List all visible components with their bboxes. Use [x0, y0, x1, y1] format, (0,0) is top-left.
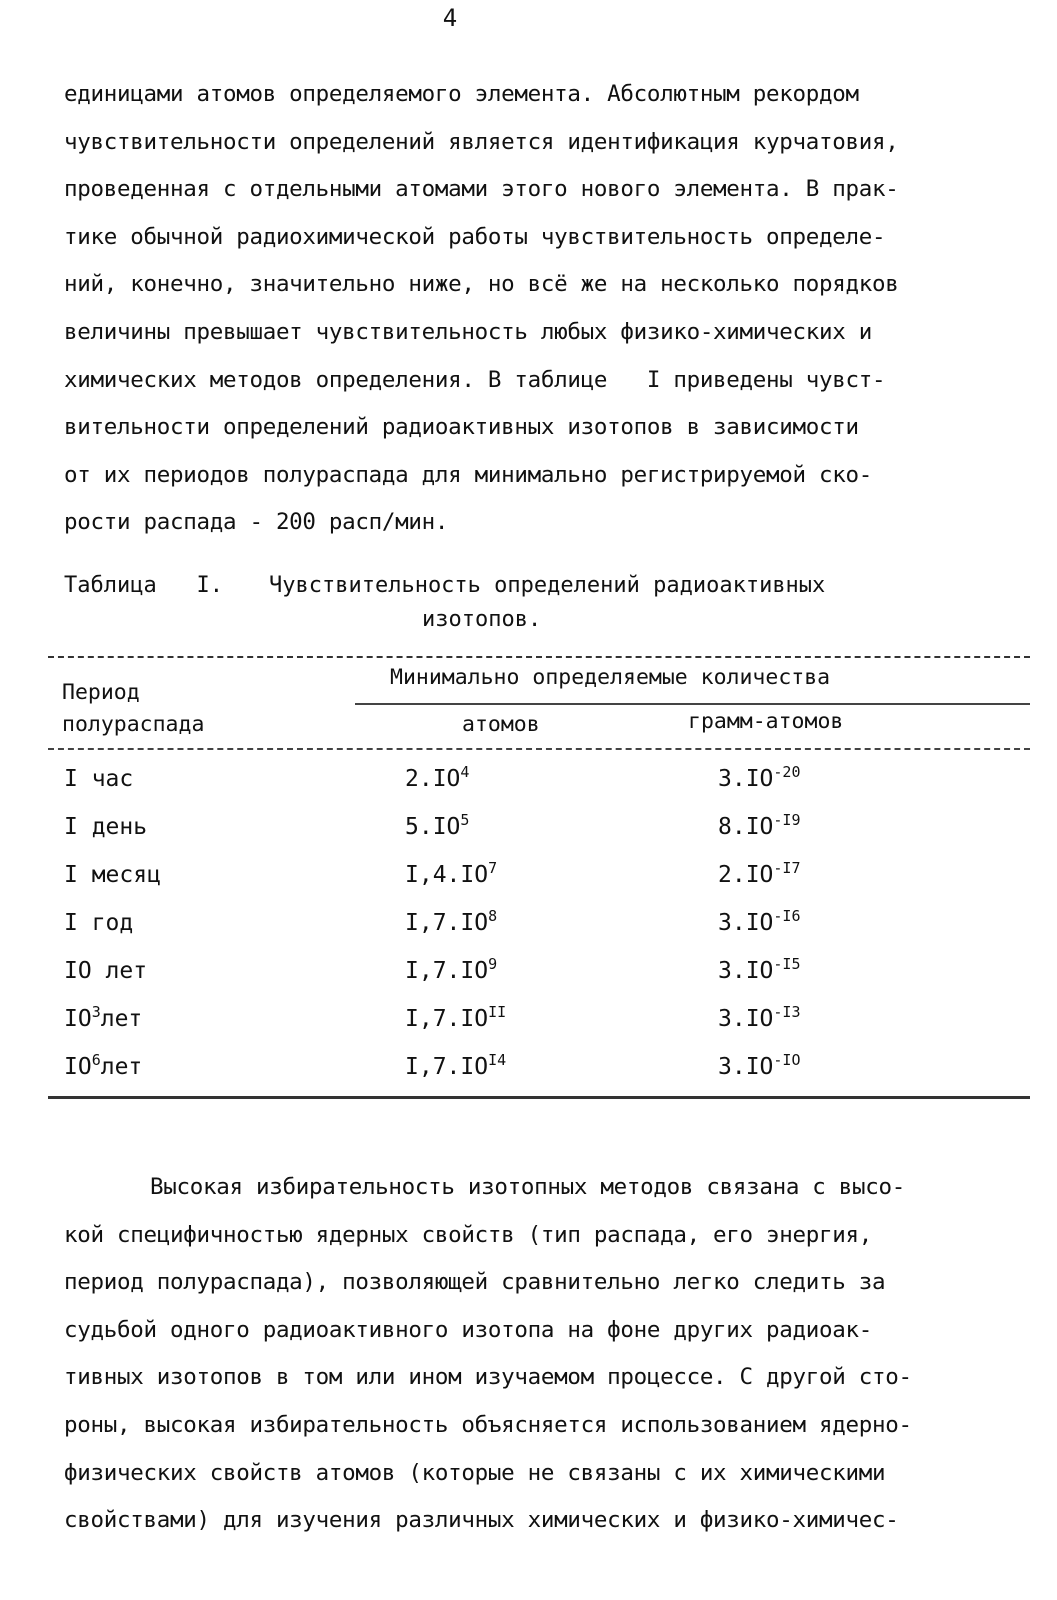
- period-value: IO: [64, 1006, 92, 1032]
- cell-atoms: [405, 1051, 507, 1080]
- atoms-mantissa: I,4.IO: [405, 862, 489, 888]
- table-row: [0, 1000, 1057, 1048]
- cell-period: [64, 862, 161, 888]
- table-row: [0, 760, 1057, 808]
- period-unit: лет: [100, 1054, 143, 1080]
- cell-gram-atoms: [718, 811, 801, 840]
- table-bottom-rule: [48, 1096, 1030, 1099]
- page-number: 4: [442, 4, 458, 32]
- text-line: роны, высокая избирательность объясняется использованием ядерно-: [64, 1411, 912, 1438]
- cell-period: [64, 1051, 143, 1080]
- period-value: IO: [64, 1054, 92, 1080]
- cell-atoms: [405, 763, 470, 792]
- gram-atoms-mantissa: 2.IO: [718, 862, 774, 888]
- table-row: [0, 904, 1057, 952]
- cell-period: [64, 958, 147, 984]
- gram-atoms-exponent: -I6: [773, 907, 801, 925]
- cell-period: [64, 910, 133, 936]
- header-min-quantities: Минимально определяемые количества: [390, 665, 831, 690]
- cell-period: [64, 814, 147, 840]
- atoms-exponent: 7: [488, 859, 498, 877]
- atoms-exponent: 4: [460, 763, 470, 781]
- period-exponent: 6: [91, 1051, 101, 1069]
- cell-gram-atoms: [718, 955, 801, 984]
- table-row: [0, 952, 1057, 1000]
- atoms-mantissa: I,7.IO: [405, 1054, 489, 1080]
- header-gram-atoms: грамм-атомов: [688, 709, 844, 734]
- gram-atoms-exponent: -20: [773, 763, 801, 781]
- text-line: химических методов определения. В таблице I приведены чувст-: [64, 366, 886, 393]
- paragraph-intro: [64, 71, 984, 547]
- atoms-exponent: II: [488, 1003, 507, 1021]
- header-period: Период: [62, 680, 140, 705]
- period-unit: лет: [100, 1006, 143, 1032]
- period-exponent: 3: [91, 1003, 101, 1021]
- gram-atoms-exponent: -IO: [773, 1051, 801, 1069]
- cell-gram-atoms: [718, 907, 801, 936]
- period-value: I час: [64, 766, 134, 792]
- text-line: свойствами) для изучения различных химических и физико-химичес-: [64, 1507, 899, 1534]
- atoms-exponent: 9: [488, 955, 498, 973]
- cell-atoms: [405, 1003, 507, 1032]
- text-line: проведенная с отдельными атомами этого нового элемента. В прак-: [64, 176, 899, 203]
- text-line: тивных изотопов в том или ином изучаемом процессе. С другой сто-: [64, 1364, 912, 1391]
- text-line: чувствительности определений является идентификация курчатовия,: [64, 128, 899, 155]
- text-line: рости распада - 200 расп/мин.: [64, 509, 449, 536]
- gram-atoms-exponent: -I3: [773, 1003, 801, 1021]
- header-atoms: атомов: [462, 712, 540, 737]
- period-value: I год: [64, 910, 134, 936]
- cell-period: [64, 1003, 143, 1032]
- atoms-exponent: 8: [488, 907, 498, 925]
- cell-atoms: [405, 859, 498, 888]
- period-value: I день: [64, 814, 148, 840]
- cell-atoms: [405, 955, 498, 984]
- cell-atoms: [405, 907, 498, 936]
- gram-atoms-exponent: -I7: [773, 859, 801, 877]
- cell-atoms: [405, 811, 470, 840]
- text-line: от их периодов полураспада для минимально регистрируемой ско-: [64, 461, 873, 488]
- text-line: величины превышает чувствительность любых физико-химических и: [64, 318, 873, 345]
- table-row: [0, 1048, 1057, 1096]
- cell-gram-atoms: [718, 1051, 801, 1080]
- gram-atoms-mantissa: 3.IO: [718, 958, 774, 984]
- table-row: [0, 856, 1057, 904]
- atoms-mantissa: I,7.IO: [405, 910, 489, 936]
- text-line: единицами атомов определяемого элемента. Абсолютным рекордом: [64, 81, 859, 107]
- atoms-exponent: 5: [460, 811, 470, 829]
- gram-atoms-mantissa: 8.IO: [718, 814, 774, 840]
- table-row: [0, 808, 1057, 856]
- header-bottom-rule: [48, 748, 1030, 750]
- table-caption-label: Таблица I.: [64, 573, 223, 598]
- text-line: кой специфичностью ядерных свойств (тип распада, его энергия,: [64, 1221, 873, 1248]
- atoms-mantissa: 2.IO: [405, 766, 461, 792]
- header-group-rule: [355, 703, 1030, 705]
- cell-gram-atoms: [718, 859, 801, 888]
- text-line: тике обычной радиохимической работы чувствительность определе-: [64, 223, 886, 250]
- text-line: ний, конечно, значительно ниже, но всё же на несколько порядков: [64, 271, 899, 298]
- text-line: физических свойств атомов (которые не связаны с их химическими: [64, 1459, 886, 1486]
- header-period-cont: полураспада: [62, 712, 205, 737]
- gram-atoms-exponent: -I5: [773, 955, 801, 973]
- cell-period: [64, 766, 133, 792]
- gram-atoms-mantissa: 3.IO: [718, 1054, 774, 1080]
- paragraph-selectivity: [64, 1164, 984, 1545]
- table-caption-title: Чувствительность определений радиоактивных: [269, 573, 826, 598]
- atoms-mantissa: I,7.IO: [405, 958, 489, 984]
- gram-atoms-mantissa: 3.IO: [718, 910, 774, 936]
- gram-atoms-mantissa: 3.IO: [718, 1006, 774, 1032]
- period-value: IO лет: [64, 958, 148, 984]
- atoms-exponent: I4: [488, 1051, 507, 1069]
- cell-gram-atoms: [718, 1003, 801, 1032]
- table-caption-title-cont: изотопов.: [422, 607, 542, 632]
- atoms-mantissa: I,7.IO: [405, 1006, 489, 1032]
- text-line: период полураспада), позволяющей сравнительно легко следить за: [64, 1269, 886, 1296]
- atoms-mantissa: 5.IO: [405, 814, 461, 840]
- table-top-rule: [48, 656, 1030, 658]
- text-line: вительности определений радиоактивных изотопов в зависимости: [64, 414, 859, 441]
- cell-gram-atoms: [718, 763, 801, 792]
- table-caption: [64, 569, 964, 637]
- period-value: I месяц: [64, 862, 161, 888]
- text-line: Высокая избирательность изотопных методов связана с высо-: [150, 1174, 906, 1200]
- gram-atoms-exponent: -I9: [773, 811, 801, 829]
- gram-atoms-mantissa: 3.IO: [718, 766, 774, 792]
- text-line: судьбой одного радиоактивного изотопа на фоне других радиоак-: [64, 1316, 873, 1343]
